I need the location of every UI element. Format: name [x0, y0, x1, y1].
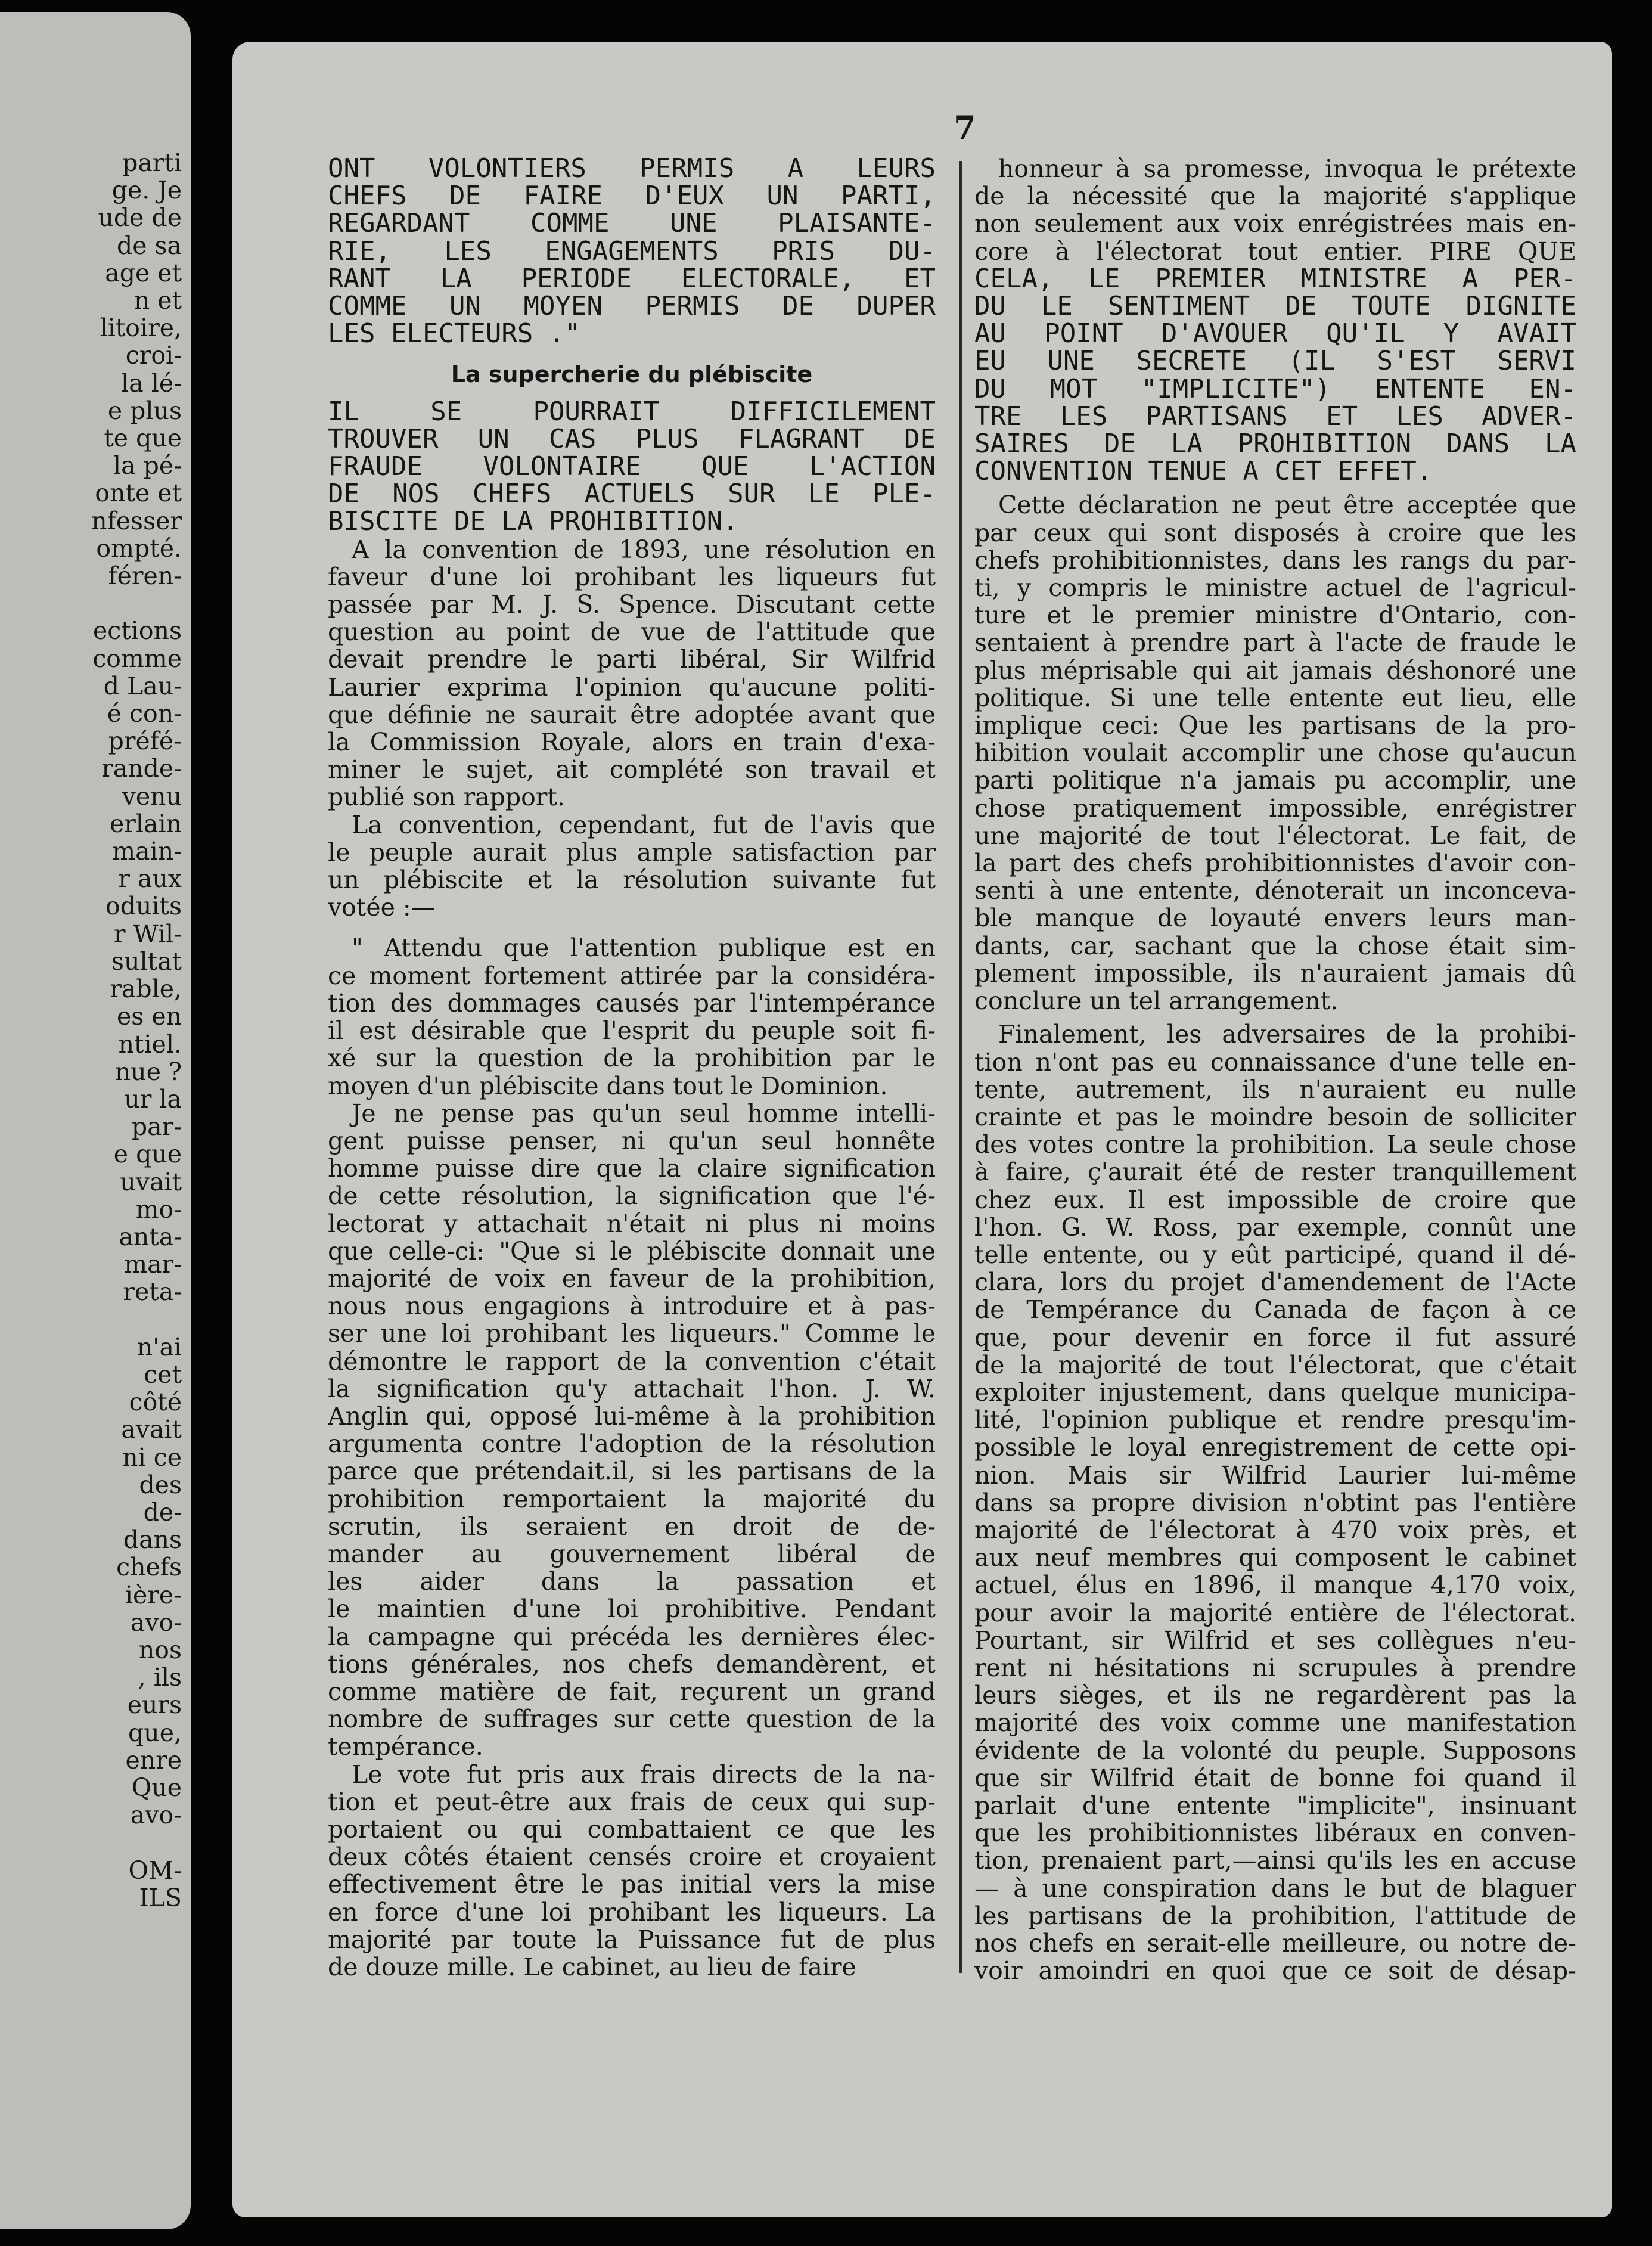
text-line: core à l'électorat tout entier. PIRE QUE: [974, 237, 1576, 265]
text-line: lité, l'opinion publique et rendre presqu'im-: [974, 1406, 1576, 1434]
text-line: devait prendre le parti libéral, Sir Wilfrid: [328, 646, 936, 674]
text-line: senti à une entente, dénoterait un inconceva-: [974, 877, 1576, 905]
text-line: plement impossible, ils n'auraient jamais dû: [974, 959, 1576, 988]
fragment-line: [0, 590, 182, 617]
fragment-line: litoire,: [100, 314, 182, 343]
fragment-line: ière-: [125, 1580, 182, 1609]
fragment-line: d Lau-: [103, 671, 182, 700]
fragment-line: nfesser: [91, 506, 182, 535]
text-line: scrutin, ils seraient en droit de de-: [328, 1512, 936, 1540]
text-line: un plébiscite et la résolution suivante fut: [328, 866, 936, 894]
text-line: tente, autrement, ils n'auraient eu nulle: [974, 1075, 1576, 1103]
text-line: chose pratiquement impossible, enrégistrer: [974, 794, 1576, 822]
text-line: des votes contre la prohibition. La seule chose: [974, 1131, 1576, 1159]
text-line: parce que prétendait.il, si les partisans de la: [328, 1457, 936, 1485]
text-line: CELA, LE PREMIER MINISTRE A PER-: [974, 265, 1576, 293]
text-line: A la convention de 1893, une résolution en: [352, 535, 936, 563]
fragment-line: des: [139, 1470, 182, 1499]
text-line: deux côtés étaient censés croire et croyaient: [328, 1843, 936, 1871]
fragment-line: main-: [112, 837, 182, 866]
text-line: à faire, ç'aurait été de rester tranquillement: [974, 1158, 1576, 1186]
paragraph: [328, 536, 936, 811]
text-line: tion n'ont pas eu connaissance d'une telle en-: [974, 1048, 1576, 1076]
text-line: BISCITE DE LA PROHIBITION.: [328, 508, 738, 536]
text-line: Finalement, les adversaires de la prohibi-: [998, 1020, 1576, 1048]
text-line: ONT VOLONTIERS PERMIS A LEURS: [328, 155, 936, 183]
text-line: Le vote fut pris aux frais directs de la na-: [352, 1760, 936, 1788]
text-line: telle entente, ou y eût participé, quand il dé-: [974, 1240, 1576, 1269]
text-line: mander au gouvernement libéral de: [328, 1540, 936, 1568]
text-line: dants, car, sachant que la chose était sim-: [974, 932, 1576, 960]
text-line: de douze mille. Le cabinet, au lieu de faire: [328, 1953, 856, 1981]
fragment-line: sultat: [111, 947, 182, 976]
fragment-line: es en: [116, 1002, 182, 1031]
text-line: prohibition remportaient la majorité du: [328, 1485, 936, 1513]
text-line: tempérance.: [328, 1733, 483, 1761]
text-line: gent puisse penser, ni qu'un seul honnête: [328, 1127, 936, 1155]
text-line: Cette déclaration ne peut être acceptée que: [998, 491, 1576, 519]
fragment-line: avo-: [130, 1801, 182, 1830]
text-line: COMME UN MOYEN PERMIS DE DUPER: [328, 293, 936, 321]
paragraph: [974, 491, 1576, 1015]
text-line: argumenta contre l'adoption de la résolution: [328, 1430, 936, 1458]
text-line: que celle-ci: "Que si le plébiscite donnait une: [328, 1237, 936, 1265]
text-line: les aider dans la passation et: [328, 1568, 936, 1596]
text-line: que, pour devenir en force il fut assuré: [974, 1323, 1576, 1351]
text-line: RIE, LES ENGAGEMENTS PRIS DU-: [328, 237, 936, 265]
fragment-line: que,: [128, 1718, 182, 1747]
fragment-line: e plus: [107, 396, 182, 425]
text-line: rent ni hésitations ni scrupules à prendre: [974, 1654, 1576, 1682]
text-line: ser une loi prohibant les liqueurs." Comme le: [328, 1320, 936, 1348]
fragment-line: avo-: [130, 1608, 182, 1637]
text-line: effectivement être le pas initial vers la mise: [328, 1870, 936, 1898]
fragment-line: te que: [104, 424, 182, 453]
text-line: nombre de suffrages sur cette question de la: [328, 1705, 936, 1733]
fragment-line: parti: [122, 148, 182, 177]
text-line: Anglin qui, opposé lui-même à la prohibition: [328, 1402, 936, 1431]
text-line: la signification qu'y attachait l'hon. J. W.: [328, 1375, 936, 1403]
text-line: Je ne pense pas qu'un seul homme intelli-: [352, 1099, 936, 1127]
text-line: IL SE POURRAIT DIFFICILEMENT: [328, 398, 936, 426]
fragment-line: comme: [92, 644, 182, 673]
fragment-line: Que: [131, 1773, 182, 1802]
text-line: FRAUDE VOLONTAIRE QUE L'ACTION: [328, 453, 936, 481]
text-line: majorité de voix en faveur de la prohibition,: [328, 1264, 936, 1293]
text-line: exploiter injustement, dans quelque municipa-: [974, 1378, 1576, 1407]
fragment-line: reta-: [123, 1277, 182, 1307]
text-line: nion. Mais sir Wilfrid Laurier lui-même: [974, 1461, 1576, 1489]
text-line: CHEFS DE FAIRE D'EUX UN PARTI,: [328, 182, 936, 210]
fragment-line: ur la: [124, 1084, 182, 1113]
text-line: pour avoir la majorité entière de l'électorat.: [974, 1599, 1576, 1627]
fragment-line: erlain: [110, 809, 182, 838]
text-line: non seulement aux voix enrégistrées mais en-: [974, 210, 1576, 238]
text-line: LES ELECTEURS .": [328, 320, 580, 348]
text-line: moyen d'un plébiscite dans tout le Dominion.: [328, 1072, 888, 1100]
fragment-line: par-: [131, 1112, 182, 1141]
text-line: de la nécessité que la majorité s'applique: [974, 182, 1576, 210]
fragment-line: é con-: [107, 699, 182, 728]
text-line: homme puisse dire que la claire signification: [328, 1155, 936, 1183]
newspaper-page: [232, 42, 1612, 2217]
text-line: honneur à sa promesse, invoqua le prétexte: [998, 155, 1576, 183]
fragment-line: ompté.: [96, 533, 182, 563]
page-number: 7: [954, 108, 976, 147]
left-column: [328, 155, 936, 1981]
paragraph: [328, 1100, 936, 1761]
fragment-line: n et: [133, 286, 182, 315]
text-line: CONVENTION TENUE A CET EFFET.: [974, 458, 1433, 486]
fragment-line: age et: [105, 258, 182, 287]
text-line: implique ceci: Que les partisans de la pro-: [974, 712, 1576, 740]
text-line: EU UNE SECRETE (IL S'EST SERVI: [974, 348, 1576, 376]
fragment-line: r aux: [118, 864, 182, 894]
text-line: majorité de l'électorat à 470 voix près, et: [974, 1516, 1576, 1544]
paragraph: [328, 811, 936, 922]
text-line: ce moment fortement attirée par la considéra-: [328, 961, 936, 989]
text-line: de Tempérance du Canada de façon à ce: [974, 1296, 1576, 1324]
text-line: plus méprisable qui ait jamais déshonoré une: [974, 656, 1576, 684]
text-line: comme matière de fait, reçurent un grand: [328, 1677, 936, 1706]
fragment-line: ILS: [139, 1883, 182, 1912]
text-line: DE NOS CHEFS ACTUELS SUR LE PLE-: [328, 480, 936, 508]
text-line: " Attendu que l'attention publique est en: [352, 934, 936, 962]
text-line: SAIRES DE LA PROHIBITION DANS LA: [974, 430, 1576, 458]
text-line: TROUVER UN CAS PLUS FLAGRANT DE: [328, 425, 936, 454]
fragment-line: venu: [122, 781, 182, 811]
fragment-line: , ils: [138, 1663, 182, 1692]
text-line: conclure un tel arrangement.: [974, 987, 1339, 1015]
text-line: publié son rapport.: [328, 783, 565, 811]
caps-block-2: [328, 398, 936, 536]
fragment-line: rable,: [110, 975, 182, 1004]
fragment-line: oduits: [105, 892, 182, 921]
fragment-line: croi-: [125, 341, 182, 370]
paragraph: [974, 1020, 1576, 1984]
text-line: DU MOT "IMPLICITE") ENTENTE EN-: [974, 375, 1576, 403]
fragment-line: eurs: [127, 1690, 182, 1720]
fragment-line: anta-: [119, 1222, 182, 1251]
fragment-line: avait: [121, 1415, 182, 1444]
text-line: l'hon. G. W. Ross, par exemple, connût une: [974, 1213, 1576, 1241]
text-line: tion et peut-être aux frais de ceux qui sup-: [328, 1788, 936, 1816]
fragment-line: mo-: [135, 1195, 182, 1224]
text-line: nous nous engagions à introduire et à pas-: [328, 1292, 936, 1320]
text-line: la part des chefs prohibitionnistes d'avoir con-: [974, 849, 1576, 877]
text-line: de cette résolution, la signification que l'é-: [328, 1182, 936, 1210]
left-fragment-column: [0, 149, 182, 1912]
text-line: ble manque de loyauté envers leurs man-: [974, 904, 1576, 932]
fragment-line: r Wil-: [113, 919, 182, 948]
text-line: miner le sujet, ait complété son travail et: [328, 756, 936, 784]
text-line: hibition voulait accomplir une chose qu'aucun: [974, 739, 1576, 767]
text-line: tion, prenaient part,—ainsi qu'ils les en accuse: [974, 1847, 1576, 1875]
fragment-line: de sa: [116, 231, 182, 260]
fragment-line: la pé-: [113, 451, 182, 480]
text-line: le maintien d'une loi prohibitive. Pendant: [328, 1595, 936, 1623]
caps-block-1: [328, 155, 936, 348]
fragment-line: ge. Je: [111, 176, 182, 205]
text-line: Laurier exprima l'opinion qu'aucune politi-: [328, 673, 936, 701]
fragment-line: [0, 1306, 182, 1333]
text-line: TRE LES PARTISANS ET LES ADVER-: [974, 402, 1576, 431]
fragment-line: nos: [138, 1635, 182, 1664]
text-line: évidente de la volonté du peuple. Supposons: [974, 1736, 1576, 1764]
text-line: majorité des voix comme une manifestation: [974, 1709, 1576, 1737]
text-line: — à une conspiration dans le but de blaguer: [974, 1874, 1576, 1902]
text-line: tions générales, nos chefs demandèrent, et: [328, 1650, 936, 1678]
text-line: parti politique n'a jamais pu accomplir, une: [974, 767, 1576, 795]
text-line: actuel, élus en 1896, il manque 4,170 voix,: [974, 1571, 1576, 1599]
text-line: passée par M. J. S. Spence. Discutant cette: [328, 591, 936, 619]
fragment-line: dans: [123, 1525, 182, 1555]
fragment-line: enre: [125, 1745, 182, 1775]
fragment-line: ntiel.: [118, 1029, 182, 1059]
fragment-line: [0, 1829, 182, 1856]
fragment-line: nue ?: [114, 1057, 182, 1086]
text-line: sentaient à prendre part à l'acte de fraude le: [974, 629, 1576, 657]
fragment-line: la lé-: [121, 368, 182, 398]
fragment-line: côté: [129, 1388, 182, 1417]
text-line: une majorité de tout l'électorat. Le fait, de: [974, 821, 1576, 850]
text-line: il est désirable que l'esprit du peuple soit fi-: [328, 1017, 936, 1045]
text-line: que les prohibitionnistes libéraux en conven-: [974, 1819, 1576, 1847]
text-line: chez eux. Il est impossible de croire que: [974, 1186, 1576, 1214]
fragment-line: cet: [144, 1360, 182, 1389]
column-divider: [959, 161, 962, 1973]
text-line: question au point de vue de l'attitude que: [328, 618, 936, 646]
fragment-line: ections: [93, 616, 182, 646]
text-line: DU LE SENTIMENT DE TOUTE DIGNITE: [974, 293, 1576, 321]
text-line: que sir Wilfrid était de bonne foi quand il: [974, 1764, 1576, 1792]
fragment-line: rande-: [101, 754, 182, 783]
text-line: tion des dommages causés par l'intempérance: [328, 989, 936, 1017]
text-line: démontre le rapport de la convention c'était: [328, 1347, 936, 1375]
right-column: [974, 155, 1576, 1984]
fragment-line: préfé-: [108, 727, 182, 756]
fragment-line: n'ai: [136, 1332, 182, 1361]
text-line: par ceux qui sont disposés à croire que les: [974, 519, 1576, 547]
fragment-line: onte et: [95, 479, 182, 508]
section-heading: La supercherie du plébiscite: [451, 361, 813, 388]
fragment-line: ni ce: [122, 1442, 182, 1472]
fragment-line: e que: [113, 1140, 182, 1169]
fragment-line: de-: [143, 1497, 182, 1527]
paragraph: [974, 155, 1576, 265]
text-line: parlait d'une entente "implicite", insinuant: [974, 1791, 1576, 1820]
text-line: La convention, cependant, fut de l'avis que: [352, 811, 936, 839]
text-line: REGARDANT COMME UNE PLAISANTE-: [328, 210, 936, 238]
fragment-line: féren-: [108, 562, 182, 591]
text-line: majorité par toute la Puissance fut de plus: [328, 1925, 936, 1953]
text-line: possible le loyal enregistrement de cette opi-: [974, 1434, 1576, 1462]
text-line: ti, y compris le ministre actuel de l'agricul-: [974, 574, 1576, 602]
fragment-line: uvait: [120, 1167, 182, 1196]
text-line: chefs prohibitionnistes, dans les rangs du par-: [974, 546, 1576, 575]
text-line: dans sa propre division n'obtint pas l'entière: [974, 1488, 1576, 1516]
text-line: leurs sièges, et ils ne regardèrent pas la: [974, 1682, 1576, 1710]
text-line: politique. Si une telle entente eut lieu, elle: [974, 684, 1576, 712]
quote-paragraph: [328, 934, 936, 1099]
caps-block-3: [974, 265, 1576, 486]
fragment-line: OM-: [128, 1856, 182, 1885]
fragment-line: ude de: [98, 203, 182, 232]
text-line: nos chefs en serait-elle meilleure, ou notre de-: [974, 1929, 1576, 1958]
fragment-line: mar-: [124, 1250, 182, 1279]
text-line: votée :—: [328, 894, 436, 922]
fragment-line: chefs: [116, 1553, 182, 1582]
text-line: les partisans de la prohibition, l'attitude de: [974, 1901, 1576, 1929]
text-line: portaient ou qui combattaient ce que les: [328, 1815, 936, 1844]
text-line: AU POINT D'AVOUER QU'IL Y AVAIT: [974, 320, 1576, 348]
text-line: ture et le premier ministre d'Ontario, con-: [974, 601, 1576, 629]
text-line: la campagne qui précéda les dernières élec-: [328, 1623, 936, 1651]
text-line: en force d'une loi prohibant les liqueurs. La: [328, 1898, 936, 1926]
text-line: voir amoindri en quoi que ce soit de désap-: [974, 1957, 1576, 1985]
text-line: la Commission Royale, alors en train d'exa-: [328, 728, 936, 756]
text-line: de la majorité de tout l'électorat, que c'était: [974, 1351, 1576, 1379]
text-line: Pourtant, sir Wilfrid et ses collègues n'eu-: [974, 1626, 1576, 1654]
text-line: que définie ne saurait être adoptée avant que: [328, 700, 936, 729]
text-line: xé sur la question de la prohibition par le: [328, 1044, 936, 1072]
text-line: RANT LA PERIODE ELECTORALE, ET: [328, 265, 936, 293]
text-line: le peuple aurait plus ample satisfaction par: [328, 838, 936, 867]
text-line: crainte et pas le moindre besoin de solliciter: [974, 1103, 1576, 1131]
paragraph: [328, 1761, 936, 1981]
text-line: aux neuf membres qui composent le cabinet: [974, 1544, 1576, 1572]
text-line: lectorat y attachait n'était ni plus ni moins: [328, 1209, 936, 1237]
text-line: faveur d'une loi prohibant les liqueurs fut: [328, 563, 936, 591]
text-line: clara, lors du projet d'amendement de l'Acte: [974, 1268, 1576, 1296]
